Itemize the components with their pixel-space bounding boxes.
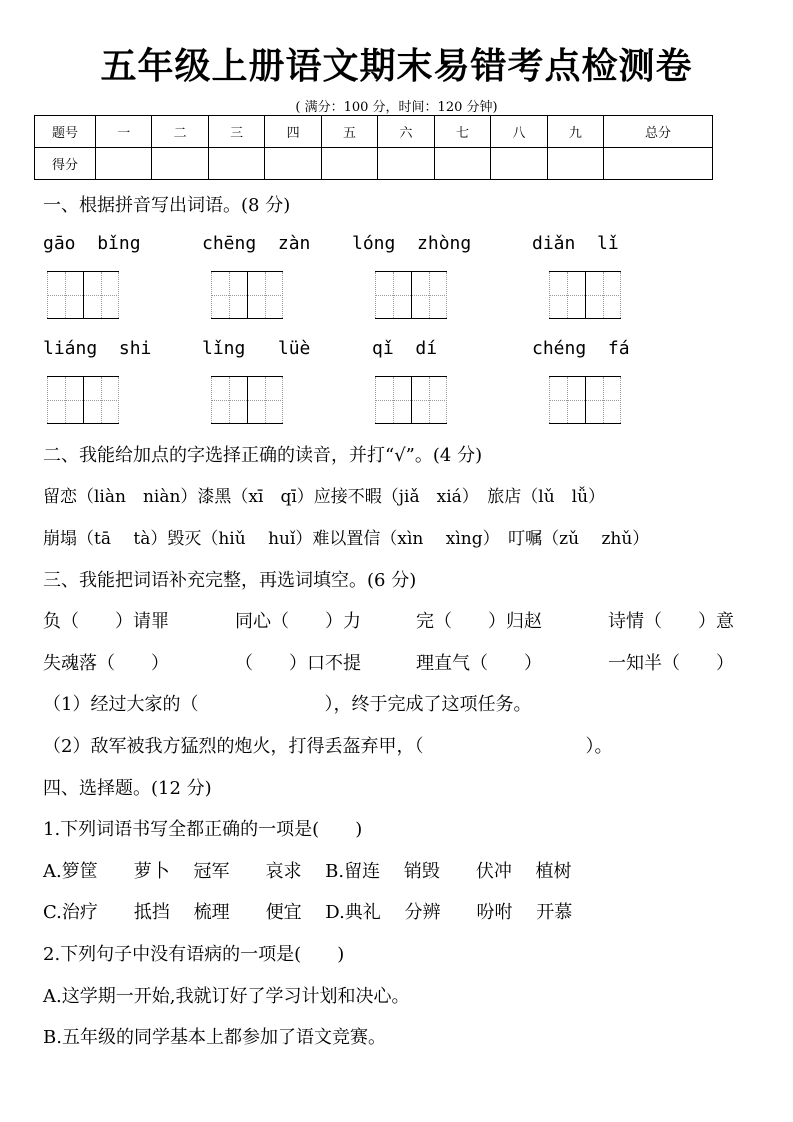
score-cell: 八 (491, 116, 547, 148)
score-input-cell[interactable] (321, 148, 377, 180)
score-cell: 一 (96, 116, 152, 148)
score-input-cell[interactable] (152, 148, 208, 180)
fill-word: 同心（ ）力 (235, 611, 361, 632)
section4-heading: 四、选择题。(12 分) (43, 778, 212, 799)
section2-heading: 二、我能给加点的字选择正确的读音，并打“√”。(4 分) (43, 445, 483, 466)
score-input-cell[interactable] (96, 148, 152, 180)
score-input-cell[interactable] (491, 148, 547, 180)
score-input-cell[interactable] (265, 148, 321, 180)
section2-line2: 崩塌（tā tà）毁灭（hiǔ huǐ）难以置信（xìn xìng） 叮嘱（zǔ zhǔ） (43, 529, 650, 549)
section4-q1-option-cd: C.治疗 抵挡 梳理 便宜 D.典礼 分辨 吩咐 开慕 (43, 902, 573, 923)
writing-grid[interactable] (47, 271, 119, 319)
fill-word: 负（ ）请罪 (43, 611, 169, 632)
section3-heading: 三、我能把词语补充完整，再选词填空。(6 分) (43, 570, 417, 591)
fill-word: 完（ ）归赵 (416, 611, 542, 632)
pinyin-item: chéng fá (532, 338, 630, 359)
score-cell: 二 (152, 116, 208, 148)
score-input-cell[interactable] (378, 148, 434, 180)
writing-grid[interactable] (549, 376, 621, 424)
score-table-score-row (35, 148, 713, 180)
fill-word: 诗情（ ）意 (608, 611, 734, 632)
section4-question1: 1.下列词语书写全都正确的一项是( ) (43, 819, 363, 840)
section1-heading: 一、根据拼音写出词语。(8 分) (43, 195, 291, 216)
score-cell: 五 (321, 116, 377, 148)
section2-line1: 留恋（liàn niàn）漆黑（xī qī）应接不暇（jiǎ xiá） 旅店（lǔ lǚ） (43, 487, 606, 507)
pinyin-item: gāo bǐng (43, 233, 141, 254)
score-cell: 九 (547, 116, 603, 148)
writing-grid[interactable] (211, 376, 283, 424)
page-subtitle: ( 满分：100 分，时间：120 分钟) (295, 100, 498, 115)
score-input-cell[interactable] (547, 148, 603, 180)
writing-grid[interactable] (375, 271, 447, 319)
score-input-cell[interactable] (434, 148, 490, 180)
pinyin-item: diǎn lǐ (532, 233, 619, 254)
score-cell: 四 (265, 116, 321, 148)
pinyin-item: chēng zàn (202, 233, 311, 254)
section4-q2-option-b: B.五年级的同学基本上都参加了语文竞赛。 (43, 1027, 386, 1048)
score-table (34, 115, 713, 180)
page-title: 五年级上册语文期末易错考点检测卷 (100, 45, 693, 87)
fill-word: 一知半（ ） (608, 653, 734, 674)
pinyin-item: lǐng lüè (202, 338, 311, 359)
section3-question2: （2）敌军被我方猛烈的炮火，打得丢盔弃甲，（ ）。 (43, 736, 613, 757)
score-input-cell[interactable] (208, 148, 264, 180)
score-table-header-row (35, 116, 713, 148)
score-cell: 三 (208, 116, 264, 148)
writing-grid[interactable] (375, 376, 447, 424)
score-row-label: 得分 (35, 148, 96, 180)
score-cell: 题号 (35, 116, 96, 148)
pinyin-item: lóng zhòng (352, 233, 472, 254)
section4-q1-option-ab: A.箩筐 萝卜 冠军 哀求 B.留连 销毁 伏冲 植树 (43, 861, 572, 882)
writing-grid[interactable] (47, 376, 119, 424)
writing-grid[interactable] (549, 271, 621, 319)
fill-word: （ ）口不提 (235, 653, 361, 674)
score-cell: 六 (378, 116, 434, 148)
score-cell: 七 (434, 116, 490, 148)
section4-question2: 2.下列句子中没有语病的一项是( ) (43, 944, 345, 965)
score-input-cell[interactable] (604, 148, 713, 180)
section3-question1: （1）经过大家的（ ），终于完成了这项任务。 (43, 694, 532, 715)
score-cell: 总分 (604, 116, 713, 148)
section4-q2-option-a: A.这学期一开始,我就订好了学习计划和决心。 (43, 986, 410, 1007)
pinyin-item: liáng shi (43, 338, 152, 359)
pinyin-item: qǐ dí (372, 338, 438, 359)
writing-grid[interactable] (211, 271, 283, 319)
fill-word: 理直气（ ） (416, 653, 542, 674)
fill-word: 失魂落（ ） (43, 653, 169, 674)
